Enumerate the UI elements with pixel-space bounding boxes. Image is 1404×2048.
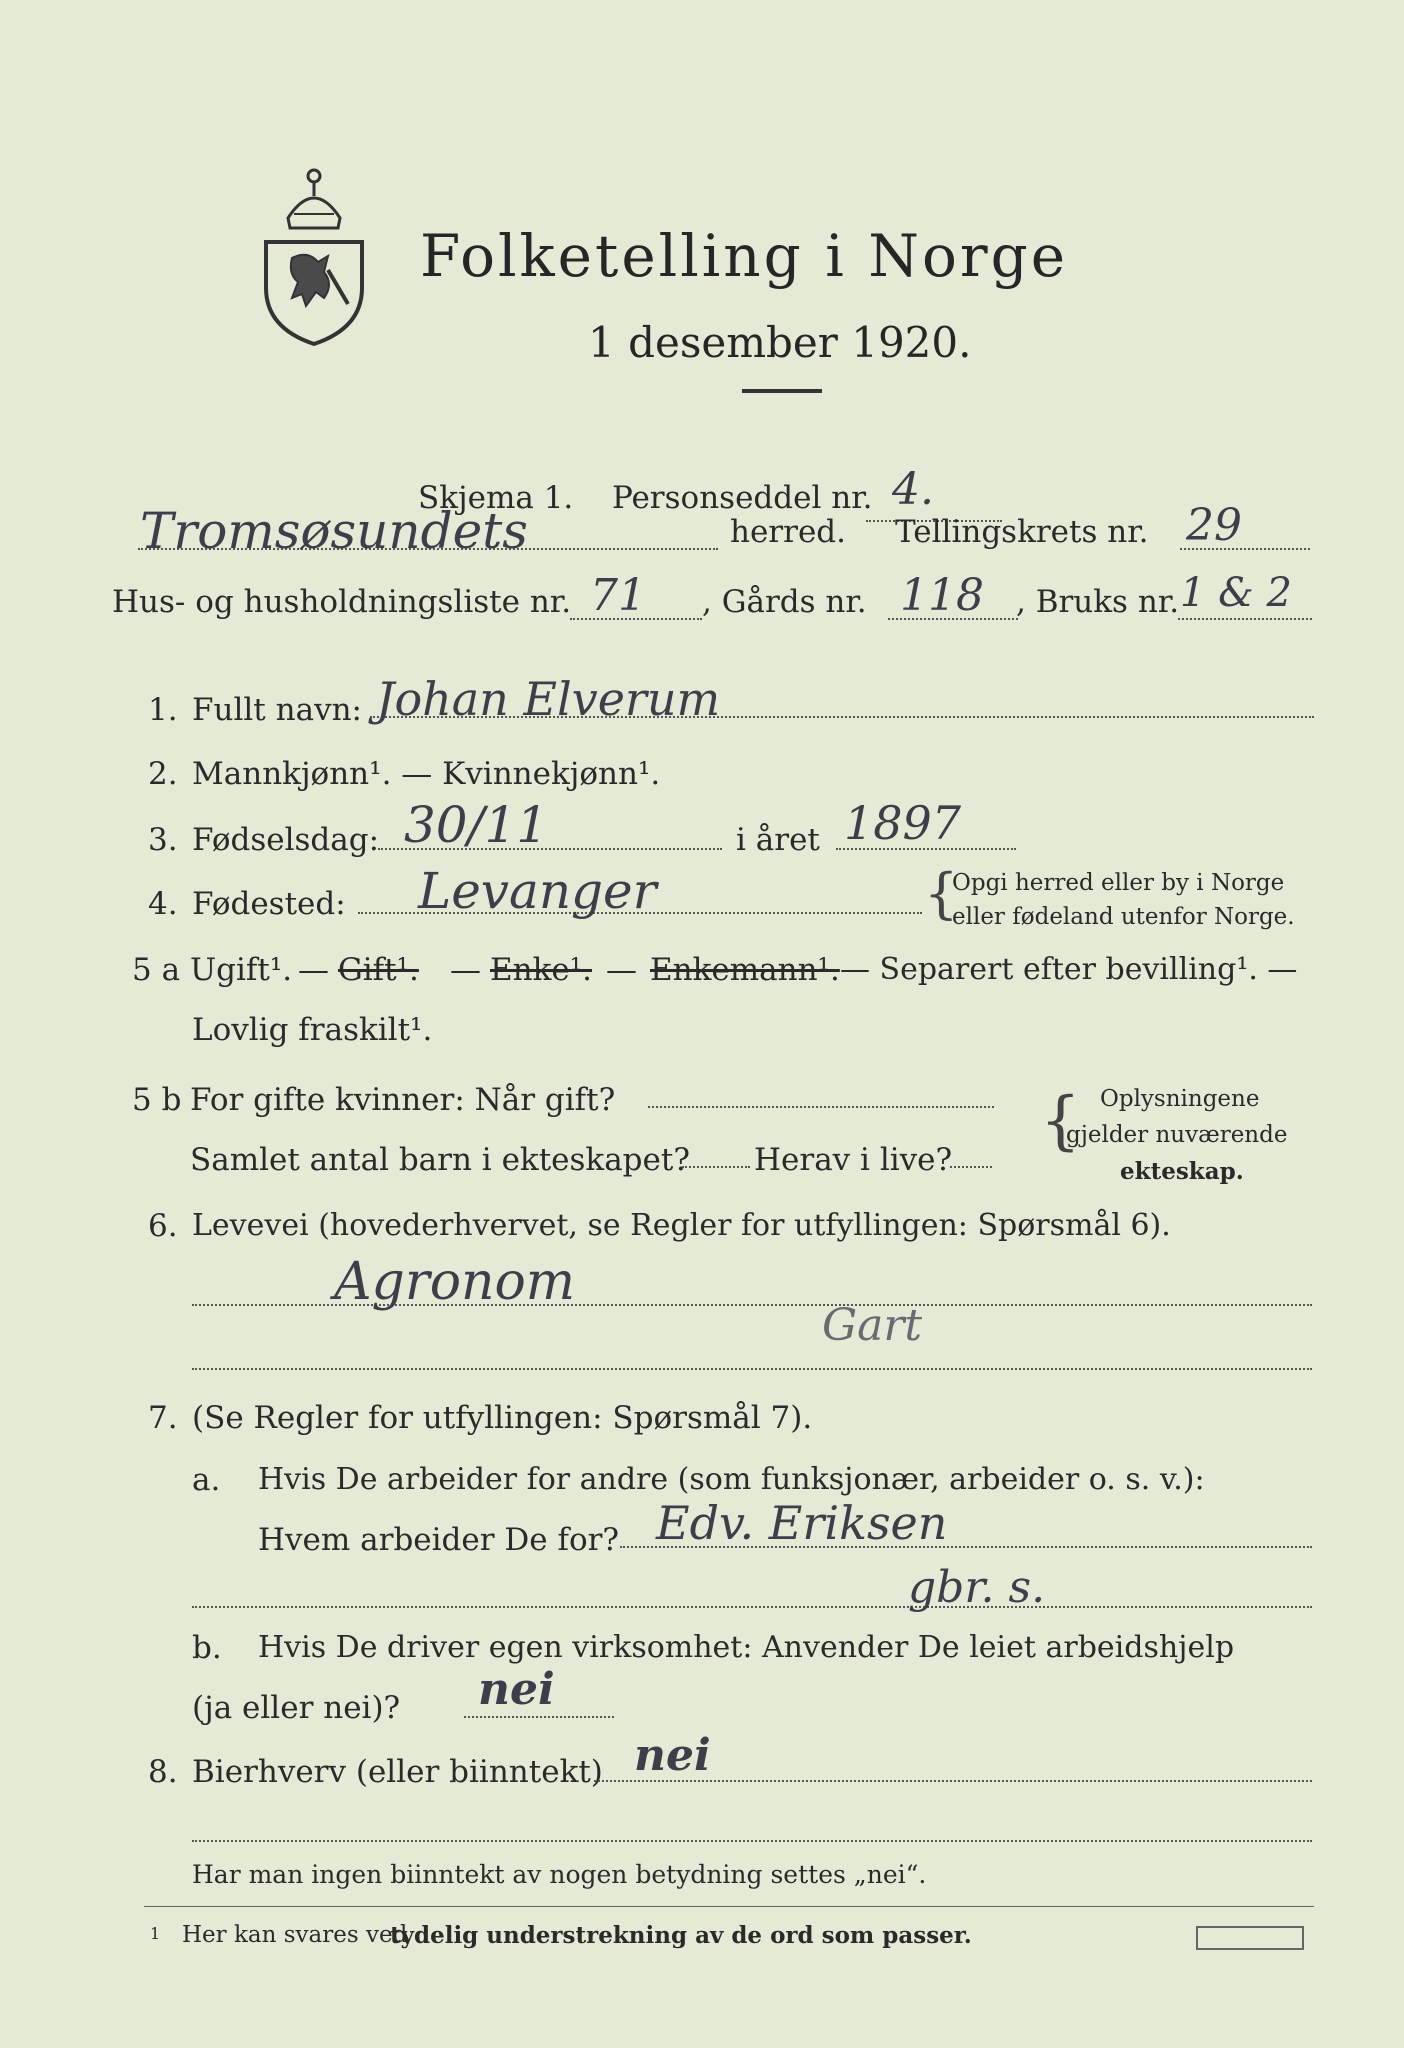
q7-label: (Se Regler for utfyllingen: Spørsmål 7). [192, 1400, 813, 1436]
q5a-dash3: — [606, 952, 637, 988]
printer-stamp [1196, 1926, 1304, 1950]
q5b-line2b: Herav i live? [754, 1142, 953, 1178]
skjema-label: Skjema 1. [418, 480, 574, 516]
gards-value: 118 [900, 570, 984, 621]
q4-note-brace: { [924, 862, 959, 925]
q7b-line2: (ja eller nei)? [192, 1690, 401, 1726]
personseddel-value: 4. [892, 464, 934, 515]
q7a-value: Edv. Eriksen [656, 1496, 948, 1550]
title-divider [742, 389, 822, 393]
footnote-text-bold: tydelig understrekning av de ord som passer. [390, 1922, 972, 1949]
q8-field-line-2 [192, 1840, 1312, 1842]
tellingskrets-label: Tellingskrets nr. [895, 514, 1149, 550]
bruks-value: 1 & 2 [1180, 570, 1292, 616]
husliste-label: Hus- og husholdningsliste nr. [112, 584, 572, 620]
q7b-field-line [464, 1716, 614, 1718]
census-date: 1 desember 1920. [588, 318, 972, 367]
q5a-dash2: — [450, 952, 481, 988]
q4-note-line2: eller fødeland utenfor Norge. [952, 904, 1295, 930]
q5b-children-field-line [682, 1166, 750, 1168]
q1-value: Johan Elverum [376, 672, 721, 726]
q3-year-value: 1897 [844, 796, 962, 850]
q5b-married-field-line [648, 1106, 994, 1108]
q5a-enkemann: Enkemann¹. [650, 952, 840, 988]
q5b-note2: gjelder nuværende [1066, 1122, 1288, 1148]
q3-value: 30/11 [404, 796, 549, 854]
q5a-enke: Enke¹. [490, 952, 593, 988]
q5a-number: 5 a [132, 952, 181, 988]
footnote-divider [144, 1906, 1314, 1907]
tellingskrets-value: 29 [1186, 500, 1242, 551]
q6-number: 6. [148, 1208, 178, 1244]
husliste-value: 71 [590, 570, 646, 621]
bruks-field-line [1178, 618, 1312, 620]
herred-label: herred. [730, 514, 846, 550]
q5b-note1: Oplysningene [1100, 1086, 1260, 1112]
q5a-lovlig-fraskilt: Lovlig fraskilt¹. [192, 1012, 433, 1048]
q6-field-line-2 [192, 1368, 1312, 1370]
coat-of-arms-icon [258, 158, 370, 348]
q5b-line2a: Samlet antal barn i ekteskapet? [190, 1142, 690, 1178]
municipality-value: Tromsøsundets [140, 502, 528, 560]
q3-year-label: i året [736, 822, 820, 858]
q4-number: 4. [148, 886, 178, 922]
gards-label: , Gårds nr. [702, 584, 867, 620]
q8-note: Har man ingen biinntekt av nogen betydning settes „nei“. [192, 1860, 927, 1889]
q6-value: Agronom [334, 1252, 576, 1312]
q1-number: 1. [148, 692, 178, 728]
q1-label: Fullt navn: [192, 692, 362, 728]
q8-label: Bierhverv (eller biinntekt) [192, 1754, 603, 1790]
bruks-label: , Bruks nr. [1016, 584, 1180, 620]
q4-value: Levanger [418, 862, 657, 920]
q5a-separert: — Separert efter bevilling¹. — [840, 952, 1298, 987]
personseddel-label: Personseddel nr. [612, 480, 873, 516]
q7a-line1: Hvis De arbeider for andre (som funksjonær, arbeider o. s. v.): [258, 1462, 1205, 1497]
q6-value-2: Gart [822, 1300, 923, 1351]
q5a-dash1: — [298, 952, 329, 988]
q5b-alive-field-line [950, 1166, 992, 1168]
q5b-line1: For gifte kvinner: Når gift? [190, 1082, 616, 1118]
footnote-text: Her kan svares ved [182, 1922, 408, 1948]
q8-value: nei [634, 1730, 711, 1781]
q4-label: Fødested: [192, 886, 346, 922]
q8-number: 8. [148, 1754, 178, 1790]
q6-label: Levevei (hovederhvervet, se Regler for utfyllingen: Spørsmål 6). [192, 1208, 1171, 1243]
q5a-gift: Gift¹. [338, 952, 419, 988]
q3-label: Fødselsdag: [192, 822, 380, 858]
q7b-line1: Hvis De driver egen virksomhet: Anvender De leiet arbeidshjelp [258, 1630, 1235, 1665]
q7b-letter: b. [192, 1630, 222, 1666]
q7-number: 7. [148, 1400, 178, 1436]
q4-note-line1: Opgi herred eller by i Norge [952, 870, 1285, 896]
q3-number: 3. [148, 822, 178, 858]
footnote-mark: 1 [150, 1924, 161, 1943]
q5b-note-brace: { [1040, 1084, 1081, 1158]
q2-number: 2. [148, 756, 178, 792]
q2-label: Mannkjønn¹. — Kvinnekjønn¹. [192, 756, 661, 792]
q7a-field-line-2 [192, 1606, 1312, 1608]
q5a-ugift: Ugift¹. [190, 952, 293, 988]
q5b-note3: ekteskap. [1120, 1158, 1244, 1185]
q5b-number: 5 b [132, 1082, 182, 1118]
form-title: Folketelling i Norge [420, 222, 1069, 290]
q7a-letter: a. [192, 1462, 221, 1498]
q7b-value: nei [478, 1664, 555, 1715]
q7a-line2: Hvem arbeider De for? [258, 1522, 620, 1558]
q7a-value-2: gbr. s. [908, 1562, 1046, 1613]
